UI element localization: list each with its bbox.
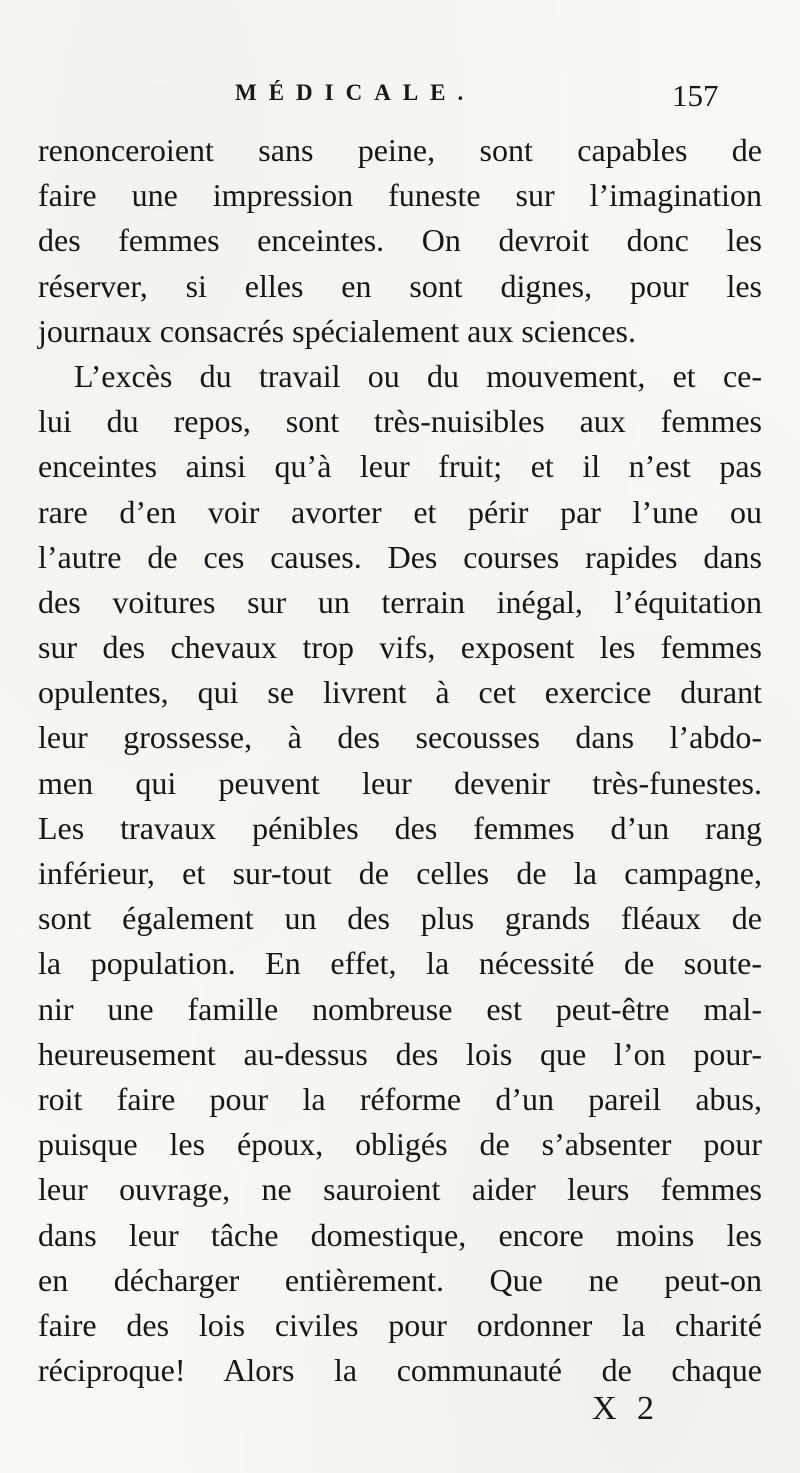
text-line: men qui peuvent leur devenir très-funestes. — [38, 764, 762, 801]
text-line: dans leur tâche domestique, encore moins les — [38, 1216, 762, 1253]
text-line: L’excès du travail ou du mouvement, et ce- — [74, 357, 762, 394]
text-line: faire des lois civiles pour ordonner la charité — [38, 1306, 762, 1343]
running-head: MÉDICALE. — [235, 80, 476, 105]
text-line: sur des chevaux trop vifs, exposent les femmes — [38, 629, 762, 666]
text-line: puisque les époux, obligés de s’absenter pour — [38, 1126, 762, 1163]
text-line: faire une impression funeste sur l’imagination — [38, 177, 762, 214]
text-line: des femmes enceintes. On devroit donc les — [38, 222, 762, 259]
body-text — [38, 128, 762, 1393]
text-line: réserver, si elles en sont dignes, pour les — [38, 267, 762, 304]
text-line: réciproque! Alors la communauté de chaque — [38, 1352, 762, 1389]
text-line: leur ouvrage, ne sauroient aider leurs femmes — [38, 1171, 762, 1208]
text-line: l’autre de ces causes. Des courses rapides dans — [38, 538, 762, 575]
text-line: enceintes ainsi qu’à leur fruit; et il n’est pas — [38, 448, 762, 485]
text-line: heureusement au-dessus des lois que l’on pour- — [38, 1035, 762, 1072]
text-line: inférieur, et sur-tout de celles de la campagne, — [38, 855, 762, 891]
text-line: renonceroient sans peine, sont capables de — [38, 132, 762, 168]
text-line: journaux consacrés spécialement aux sciences. — [38, 312, 636, 349]
text-line: lui du repos, sont très-nuisibles aux femmes — [38, 403, 762, 440]
text-line: sont également un des plus grands fléaux de — [38, 900, 762, 937]
text-line: des voitures sur un terrain inégal, l’équitation — [38, 583, 762, 620]
text-line: nir une famille nombreuse est peut-être mal- — [38, 990, 762, 1027]
text-line: roit faire pour la réforme d’un pareil abus, — [38, 1080, 762, 1117]
text-line: Les travaux pénibles des femmes d’un rang — [38, 809, 762, 846]
text-line: en décharger entièrement. Que ne peut-on — [38, 1261, 762, 1298]
text-line: opulentes, qui se livrent à cet exercice durant — [38, 674, 762, 711]
text-line: rare d’en voir avorter et périr par l’une ou — [38, 493, 762, 530]
signature-mark: X 2 — [592, 1390, 661, 1427]
page-number: 157 — [672, 78, 719, 113]
text-line: la population. En effet, la nécessité de soute- — [38, 945, 762, 982]
text-line: leur grossesse, à des secousses dans l’abdo- — [38, 719, 762, 756]
